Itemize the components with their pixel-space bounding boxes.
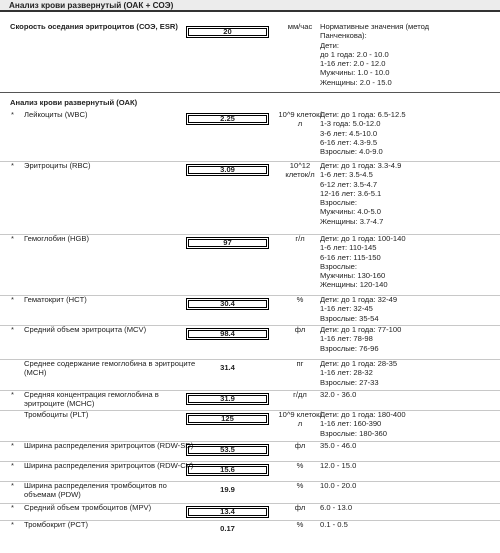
abnormal-marker: * xyxy=(11,503,14,512)
ref-line: Нормативные значения (метод xyxy=(320,22,430,31)
ref-line: 1-6 лет: 110-145 xyxy=(320,243,377,253)
result-row xyxy=(0,410,500,442)
reference-range xyxy=(320,390,498,399)
ref-line: Дети: до 1 года: 180-400 xyxy=(320,410,406,419)
abnormal-marker: * xyxy=(11,295,14,304)
result-row xyxy=(0,359,500,391)
ref-line: Дети: xyxy=(320,40,339,50)
ref-line: 6-16 лет: 115-150 xyxy=(320,252,381,262)
test-value: 15.6 xyxy=(186,464,269,476)
test-name: Тромбоциты (PLT) xyxy=(24,410,89,419)
reference-range xyxy=(320,110,498,156)
ref-line: 0.1 - 0.5 xyxy=(320,520,348,529)
test-name: Средняя концентрация гемоглобина в эритроците (MCHC) xyxy=(24,390,159,409)
reference-range xyxy=(320,441,498,450)
test-value: 31.4 xyxy=(220,363,235,372)
test-value: 13.4 xyxy=(186,506,269,518)
result-row xyxy=(0,503,500,521)
esr-name: Скорость оседания эритроцитов (СОЭ, ESR) xyxy=(10,22,178,31)
test-unit: 10^9 клеток/л xyxy=(278,410,322,429)
test-unit: 10^12 клеток/л xyxy=(285,161,315,180)
result-row xyxy=(0,461,500,482)
ref-line: Мужчины: 4.0-5.0 xyxy=(320,207,381,217)
ref-line: 1-16 лет: 160-390 xyxy=(320,419,382,429)
test-value: 2.25 xyxy=(186,113,269,125)
test-name: Ширина распределения эритроцитов (RDW-CV) xyxy=(24,461,194,470)
test-value: 3.09 xyxy=(186,164,269,176)
test-unit: % xyxy=(296,481,304,490)
ref-line: Взрослые: xyxy=(320,198,358,208)
result-row xyxy=(0,390,500,411)
test-name: Тромбокрит (PCT) xyxy=(24,520,88,529)
result-row xyxy=(0,325,500,360)
section-title: Анализ крови развернутый (ОАК) xyxy=(10,98,138,107)
ref-line: Взрослые: 4.0-9.0 xyxy=(320,147,383,157)
test-value: 98.4 xyxy=(186,328,269,340)
ref-line: 1-16 лет: 28-32 xyxy=(320,368,373,378)
ref-line: 6-16 лет: 4.3-9.5 xyxy=(320,137,378,147)
ref-line: Панченкова): xyxy=(320,31,367,41)
test-value: 19.9 xyxy=(220,485,235,494)
abnormal-marker: * xyxy=(11,234,14,243)
abnormal-marker: * xyxy=(11,110,14,119)
abnormal-marker: * xyxy=(11,481,14,490)
reference-range xyxy=(320,325,498,353)
test-unit: фл xyxy=(294,503,306,512)
ref-line: Взрослые: 27-33 xyxy=(320,377,379,387)
ref-line: Взрослые: 180-360 xyxy=(320,428,387,438)
abnormal-marker: * xyxy=(11,325,14,334)
test-name: Ширина распределения тромбоцитов по объемам (PDW) xyxy=(24,481,167,500)
ref-line: 12.0 - 15.0 xyxy=(320,461,357,470)
ref-line: Женщины: 2.0 - 15.0 xyxy=(320,77,392,87)
test-value: 30.4 xyxy=(186,298,269,310)
result-row xyxy=(0,161,500,235)
test-unit: г/л xyxy=(295,234,305,243)
test-unit: фл xyxy=(294,325,306,334)
result-row xyxy=(0,481,500,504)
ref-line: до 1 года: 2.0 - 10.0 xyxy=(320,49,389,59)
ref-line: Взрослые: 35-54 xyxy=(320,313,379,323)
test-name: Лейкоциты (WBC) xyxy=(24,110,88,119)
test-unit: % xyxy=(296,520,304,529)
reference-range xyxy=(320,481,498,490)
ref-line: Женщины: 120-140 xyxy=(320,280,388,290)
test-name: Гематокрит (HCT) xyxy=(24,295,87,304)
ref-line: Взрослые: xyxy=(320,261,358,271)
reference-range xyxy=(320,503,498,512)
result-row xyxy=(0,234,500,296)
ref-line: Дети: до 1 года: 32-49 xyxy=(320,295,398,304)
test-name: Среднее содержание гемоглобина в эритроците (MCH) xyxy=(24,359,196,378)
reference-range xyxy=(320,520,498,529)
reference-range xyxy=(320,359,498,387)
result-row xyxy=(0,295,500,326)
ref-line: 1-16 лет: 78-98 xyxy=(320,334,373,344)
reference-range xyxy=(320,234,498,290)
esr-value: 20 xyxy=(186,26,269,38)
ref-line: 6.0 - 13.0 xyxy=(320,503,353,512)
test-value: 125 xyxy=(186,413,269,425)
test-name: Эритроциты (RBC) xyxy=(24,161,91,170)
reference-range xyxy=(320,295,498,323)
test-unit: % xyxy=(296,295,304,304)
result-row xyxy=(0,441,500,462)
test-name: Средний объем тромбоцитов (MPV) xyxy=(24,503,152,512)
reference-range xyxy=(320,161,498,226)
ref-line: Мужчины: 1.0 - 10.0 xyxy=(320,68,390,78)
report-title: Анализ крови развернутый (ОАК + СОЭ) xyxy=(0,0,500,12)
abnormal-marker: * xyxy=(11,441,14,450)
ref-line: Взрослые: 76-96 xyxy=(320,343,379,353)
result-row xyxy=(0,110,500,162)
test-unit: % xyxy=(296,461,304,470)
ref-line: Женщины: 3.7-4.7 xyxy=(320,216,384,226)
section-divider xyxy=(0,92,500,93)
ref-line: 1-6 лет: 3.5-4.5 xyxy=(320,170,373,180)
ref-line: 10.0 - 20.0 xyxy=(320,481,357,490)
esr-unit: мм/час xyxy=(287,22,313,31)
ref-line: Дети: до 1 года: 77-100 xyxy=(320,325,402,334)
ref-line: Дети: до 1 года: 28-35 xyxy=(320,359,398,368)
result-row xyxy=(0,520,500,536)
ref-line: 6-12 лет: 3.5-4.7 xyxy=(320,179,378,189)
ref-line: 1-3 года: 5.0-12.0 xyxy=(320,119,381,129)
ref-line: Дети: до 1 года: 6.5-12.5 xyxy=(320,110,406,119)
ref-line: Мужчины: 130-160 xyxy=(320,271,386,281)
reference-range xyxy=(320,410,498,438)
reference-range xyxy=(320,461,498,470)
ref-line: 35.0 - 46.0 xyxy=(320,441,357,450)
test-name: Ширина распределения эритроцитов (RDW-SD) xyxy=(24,441,194,450)
ref-line: 1-16 лет: 2.0 - 12.0 xyxy=(320,59,386,69)
test-unit: 10^9 клеток/л xyxy=(278,110,322,129)
test-value: 53.5 xyxy=(186,444,269,456)
abnormal-marker: * xyxy=(11,161,14,170)
test-unit: г/дл xyxy=(293,390,307,399)
ref-line: 1-16 лет: 32-45 xyxy=(320,304,373,314)
ref-line: 32.0 - 36.0 xyxy=(320,390,357,399)
ref-line: Дети: до 1 года: 3.3-4.9 xyxy=(320,161,402,170)
test-unit: пг xyxy=(296,359,304,368)
test-name: Гемоглобин (HGB) xyxy=(24,234,90,243)
abnormal-marker: * xyxy=(11,390,14,399)
ref-line: 12-16 лет: 3.6-5.1 xyxy=(320,188,382,198)
esr-reference xyxy=(320,22,498,87)
abnormal-marker: * xyxy=(11,461,14,470)
test-value: 0.17 xyxy=(220,524,235,533)
test-value: 31.9 xyxy=(186,393,269,405)
test-unit: фл xyxy=(294,441,306,450)
test-name: Средний объем эритроцита (MCV) xyxy=(24,325,147,334)
ref-line: Дети: до 1 года: 100-140 xyxy=(320,234,406,243)
ref-line: 3-6 лет: 4.5-10.0 xyxy=(320,128,378,138)
abnormal-marker: * xyxy=(11,520,14,529)
test-value: 97 xyxy=(186,237,269,249)
